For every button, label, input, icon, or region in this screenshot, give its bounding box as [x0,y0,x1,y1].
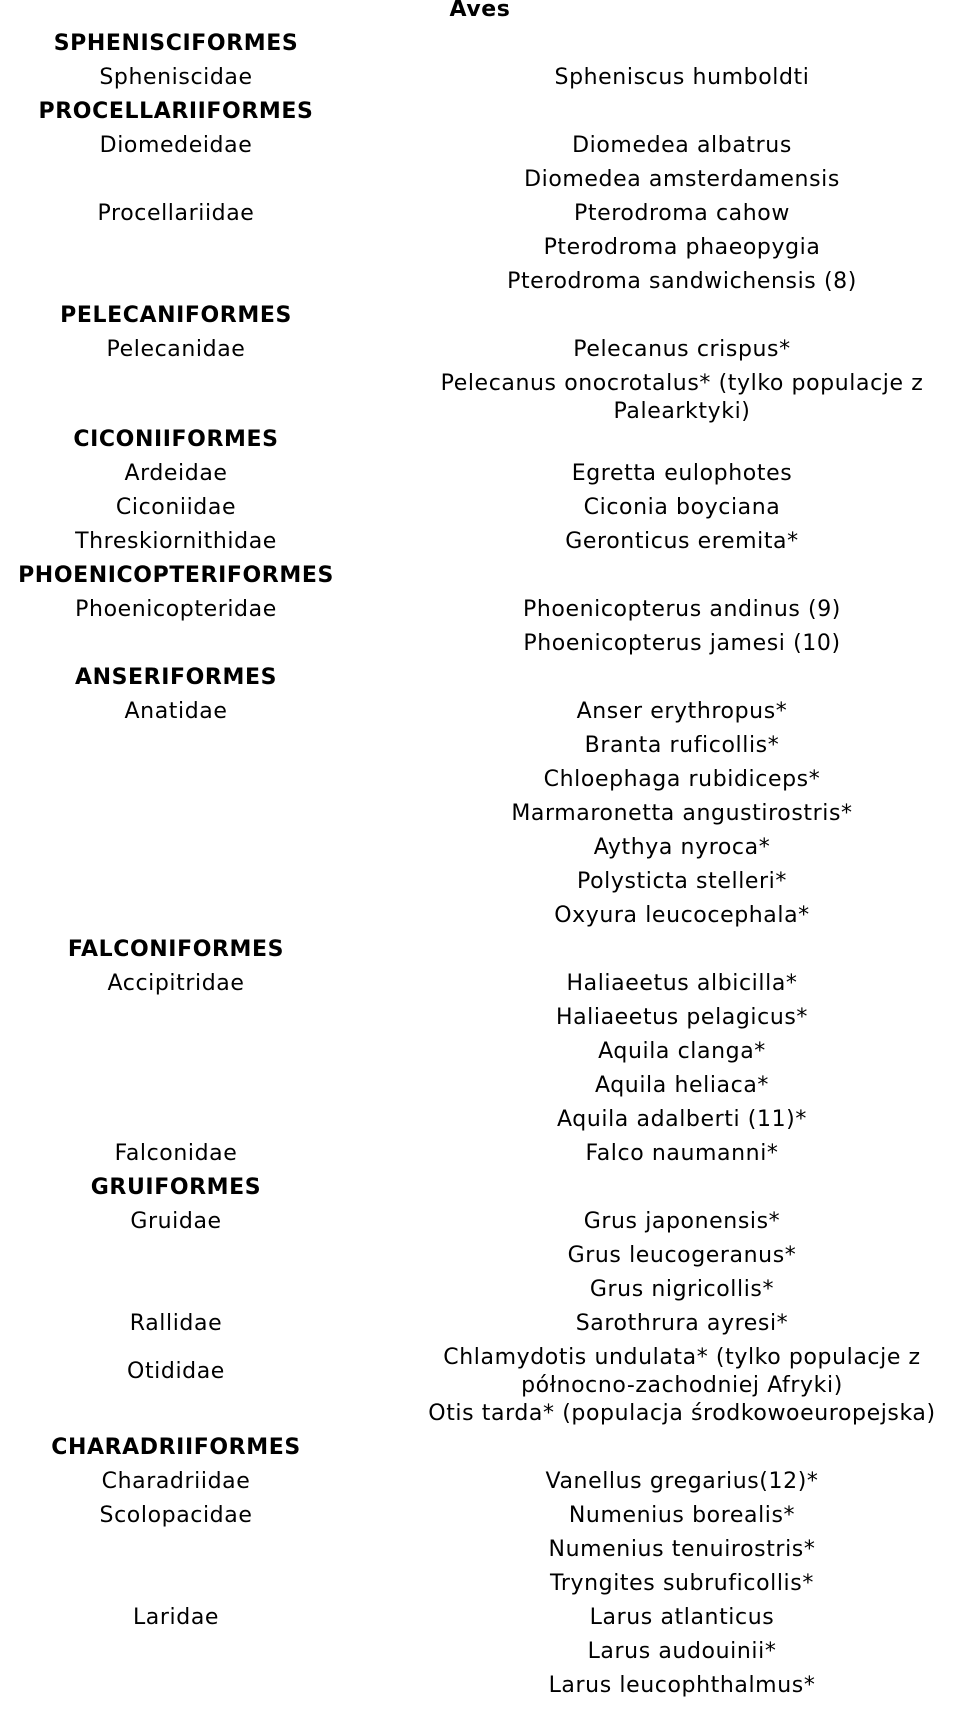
species-row [0,732,960,766]
species-name: Anser erythropus* [576,699,788,724]
species-name: Geronticus eremita* [565,529,799,554]
species-name: Pelecanus crispus* [573,337,791,362]
order-heading: CICONIIFORMES [73,427,279,452]
species-row [0,596,960,630]
species-name: Branta ruficollis* [584,733,780,758]
species-name: Aythya nyroca* [593,835,771,860]
order-heading: PELECANIFORMES [60,303,292,328]
species-name: Chlamydotis undulata* (tylko populacje z północno-zachodniej Afryki) [443,1345,921,1398]
species-name: Tryngites subruficollis* [550,1571,814,1596]
order-heading: PROCELLARIIFORMES [38,99,314,124]
species-name: Pterodroma cahow [574,201,790,226]
family-name: Threskiornithidae [75,529,277,554]
species-name: Otis tarda* (populacja środkowoeuropejska) [428,1401,936,1426]
family-name: Otididae [127,1359,225,1384]
species-name: Pelecanus onocrotalus* (tylko populacje z Palearktyki) [440,371,924,424]
species-row [0,64,960,98]
species-row [0,200,960,234]
species-row [0,1672,960,1706]
species-row [0,1242,960,1276]
species-row [0,698,960,732]
species-name: Pterodroma sandwichensis (8) [507,269,857,294]
order-heading: FALCONIFORMES [67,937,285,962]
species-name: Diomedea albatrus [572,133,792,158]
species-name: Numenius tenuirostris* [548,1537,816,1562]
order-heading: SPHENISCIFORMES [53,31,299,56]
species-name: Grus nigricollis* [589,1277,775,1302]
species-row [0,800,960,834]
species-row [0,1276,960,1310]
species-row [0,1400,960,1434]
species-name: Oxyura leucocephala* [554,903,810,928]
species-row [0,1140,960,1174]
species-name: Aquila adalberti (11)* [557,1107,807,1132]
species-row [0,0,960,30]
species-row [0,370,960,426]
family-name: Diomedeidae [99,133,253,158]
species-row [0,1344,960,1400]
species-name: Aquila clanga* [598,1039,766,1064]
species-row [0,902,960,936]
family-name: Rallidae [129,1311,223,1336]
family-name: Phoenicopteridae [75,597,277,622]
species-name: Vanellus gregarius(12)* [545,1469,819,1494]
species-name: Sarothrura ayresi* [575,1311,789,1336]
species-name: Larus atlanticus [589,1605,775,1630]
family-name: Falconidae [114,1141,238,1166]
order-heading: GRUIFORMES [90,1175,262,1200]
species-row [0,834,960,868]
species-name: Polysticta stelleri* [576,869,787,894]
species-row [0,528,960,562]
species-row [0,1174,960,1208]
species-row [0,1106,960,1140]
species-row [0,494,960,528]
species-row [0,426,960,460]
species-name: Larus leucophthalmus* [548,1673,816,1698]
species-row [0,1038,960,1072]
species-row [0,1434,960,1468]
order-heading: CHARADRIIFORMES [51,1435,301,1460]
species-row [0,868,960,902]
family-name: Anatidae [124,699,228,724]
species-row [0,970,960,1004]
species-name: Haliaeetus pelagicus* [555,1005,809,1030]
species-row [0,1004,960,1038]
species-row [0,460,960,494]
species-row [0,268,960,302]
species-row [0,562,960,596]
species-row [0,1536,960,1570]
species-name: Spheniscus humboldti [554,65,810,90]
species-row [0,630,960,664]
species-row [0,30,960,64]
species-row [0,1638,960,1672]
species-row [0,302,960,336]
species-row [0,336,960,370]
species-name: Ciconia boyciana [583,495,781,520]
species-row [0,1310,960,1344]
species-name: Pterodroma phaeopygia [543,235,821,260]
family-name: Scolopacidae [99,1503,253,1528]
species-row [0,234,960,268]
species-name: Aquila heliaca* [594,1073,770,1098]
species-row [0,132,960,166]
species-row [0,1468,960,1502]
species-row [0,766,960,800]
species-name: Phoenicopterus andinus (9) [523,597,841,622]
species-name: Grus leucogeranus* [567,1243,797,1268]
species-name: Grus japonensis* [583,1209,781,1234]
species-name: Diomedea amsterdamensis [524,167,840,192]
species-row [0,936,960,970]
family-name: Pelecanidae [106,337,246,362]
section-title: Aves [449,0,511,22]
species-row [0,1208,960,1242]
order-heading: ANSERIFORMES [74,665,278,690]
species-name: Chloephaga rubidiceps* [543,767,821,792]
species-name: Phoenicopterus jamesi (10) [523,631,841,656]
species-row [0,1570,960,1604]
order-heading: PHOENICOPTERIFORMES [18,563,334,588]
family-name: Accipitridae [107,971,245,996]
family-name: Ardeidae [124,461,228,486]
family-name: Gruidae [130,1209,222,1234]
species-name: Marmaronetta angustirostris* [511,801,853,826]
species-row [0,664,960,698]
species-row [0,98,960,132]
species-name: Numenius borealis* [568,1503,796,1528]
species-row [0,166,960,200]
family-name: Charadriidae [101,1469,251,1494]
species-name: Egretta eulophotes [571,461,793,486]
species-row [0,1604,960,1638]
species-row [0,1072,960,1106]
family-name: Spheniscidae [99,65,253,90]
species-name: Haliaeetus albicilla* [566,971,798,996]
species-name: Larus audouinii* [587,1639,777,1664]
species-name: Falco naumanni* [585,1141,779,1166]
family-name: Laridae [132,1605,220,1630]
family-name: Procellariidae [97,201,255,226]
species-row [0,1502,960,1536]
family-name: Ciconiidae [115,495,237,520]
